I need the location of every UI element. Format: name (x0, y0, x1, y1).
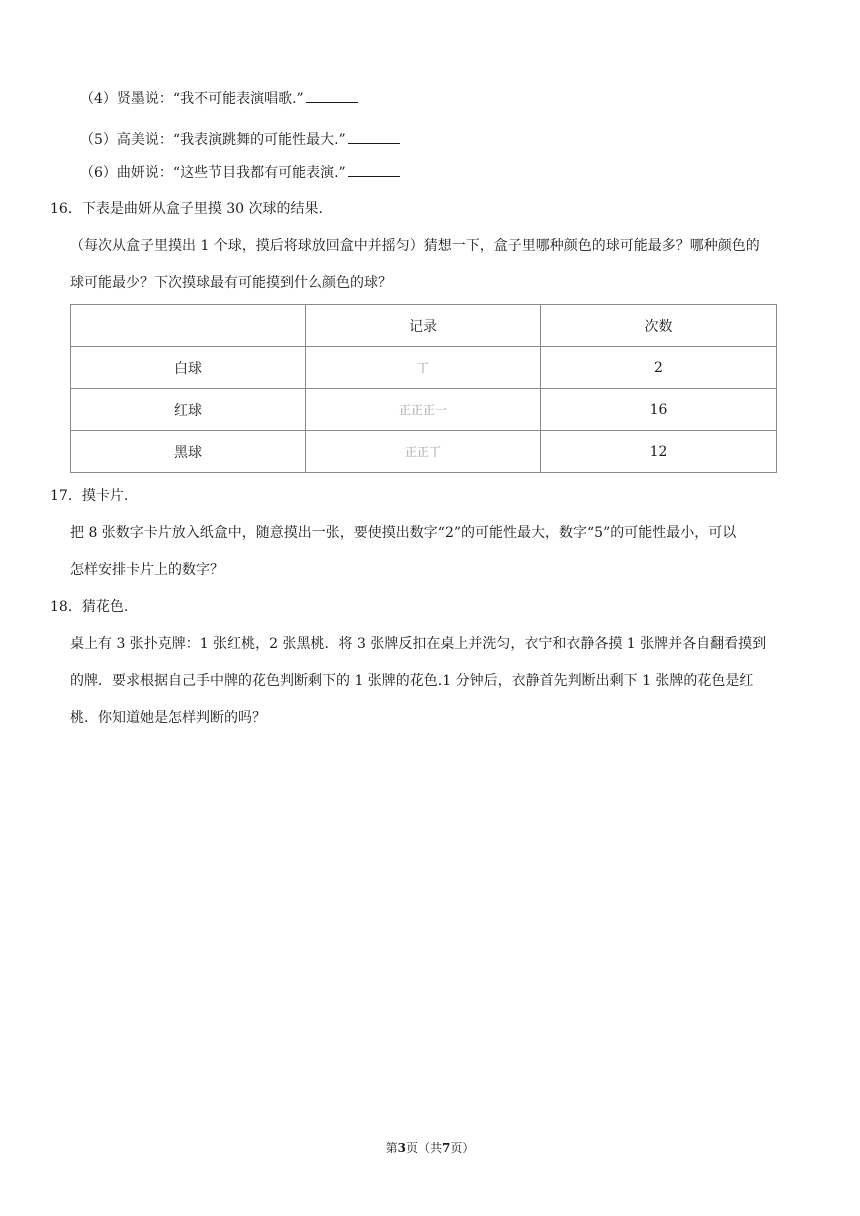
statement-5 (80, 129, 400, 150)
question-number: 16． (50, 201, 82, 217)
page-number: 3 (397, 1141, 406, 1155)
footer-prefix: 第 (385, 1141, 398, 1155)
ball-record-table (70, 304, 777, 473)
statement-number: （6） (80, 165, 117, 181)
table-header-cell: 次数 (541, 305, 777, 347)
ball-color-cell: 红球 (71, 389, 306, 431)
ball-color-cell: 白球 (71, 347, 306, 389)
question-title: 猜花色. (81, 599, 129, 615)
statement-number: （5） (80, 132, 117, 148)
total-pages: 7 (442, 1141, 451, 1155)
footer-mid: 页（共 (405, 1141, 442, 1155)
count-cell: 12 (541, 431, 777, 473)
statement-4 (80, 88, 358, 109)
answer-blank[interactable] (306, 88, 358, 103)
question-16-body-line-1: （每次从盒子里摸出 1 个球，摸后将球放回盒中并摇匀）猜想一下，盒子里哪种颜色的球可能最多？哪种颜色的 (70, 238, 760, 254)
question-17-body-line-2: 怎样安排卡片上的数字？ (70, 562, 224, 578)
count-cell: 2 (541, 347, 777, 389)
question-title: 下表是曲妍从盒子里摸 30 次球的结果. (81, 201, 323, 217)
question-17-title (50, 486, 128, 506)
footer-suffix: 页） (450, 1141, 475, 1155)
answer-blank[interactable] (348, 162, 400, 177)
question-number: 18． (50, 599, 82, 615)
tally-marks: 丅 (416, 361, 429, 375)
tally-marks: 正正正一 (398, 403, 447, 417)
answer-blank[interactable] (348, 129, 400, 144)
statement-6 (80, 162, 400, 183)
question-18-body-line-3: 桃．你知道她是怎样判断的吗？ (70, 710, 266, 726)
table-header-row (71, 305, 777, 347)
statement-text: 曲妍说：“这些节目我都有可能表演.” (116, 165, 346, 181)
question-title: 摸卡片. (81, 488, 129, 504)
table-row (71, 347, 777, 389)
tally-cell (306, 389, 541, 431)
table-row (71, 431, 777, 473)
page-footer (0, 1140, 860, 1156)
tally-cell (306, 431, 541, 473)
count-cell: 16 (541, 389, 777, 431)
tally-marks: 正正丅 (404, 445, 441, 459)
question-16-body-line-2: 球可能最少？下次摸球最有可能摸到什么颜色的球？ (70, 275, 392, 291)
question-18-title (50, 597, 128, 617)
statement-text: 高美说：“我表演跳舞的可能性最大.” (116, 132, 346, 148)
question-18-body-line-1: 桌上有 3 张扑克牌：1 张红桃，2 张黑桃．将 3 张牌反扣在桌上并洗匀，衣宁和衣静各摸 1 张牌并各自翻看摸到 (70, 636, 767, 652)
table-header-cell (71, 305, 306, 347)
table-row (71, 389, 777, 431)
tally-cell (306, 347, 541, 389)
question-18-body-line-2: 的牌．要求根据自己手中牌的花色判断剩下的 1 张牌的花色.1 分钟后，衣静首先判断出剩下 1 张牌的花色是红 (70, 673, 754, 689)
question-number: 17． (50, 488, 82, 504)
ball-color-cell: 黑球 (71, 431, 306, 473)
question-16-title (50, 199, 323, 219)
question-17-body-line-1: 把 8 张数字卡片放入纸盒中，随意摸出一张，要使摸出数字“2”的可能性最大，数字“5”的可能性最小，可以 (70, 525, 737, 541)
statement-text: 贤墨说：“我不可能表演唱歌.” (116, 91, 304, 107)
statement-number: （4） (80, 91, 117, 107)
table-header-cell: 记录 (306, 305, 541, 347)
